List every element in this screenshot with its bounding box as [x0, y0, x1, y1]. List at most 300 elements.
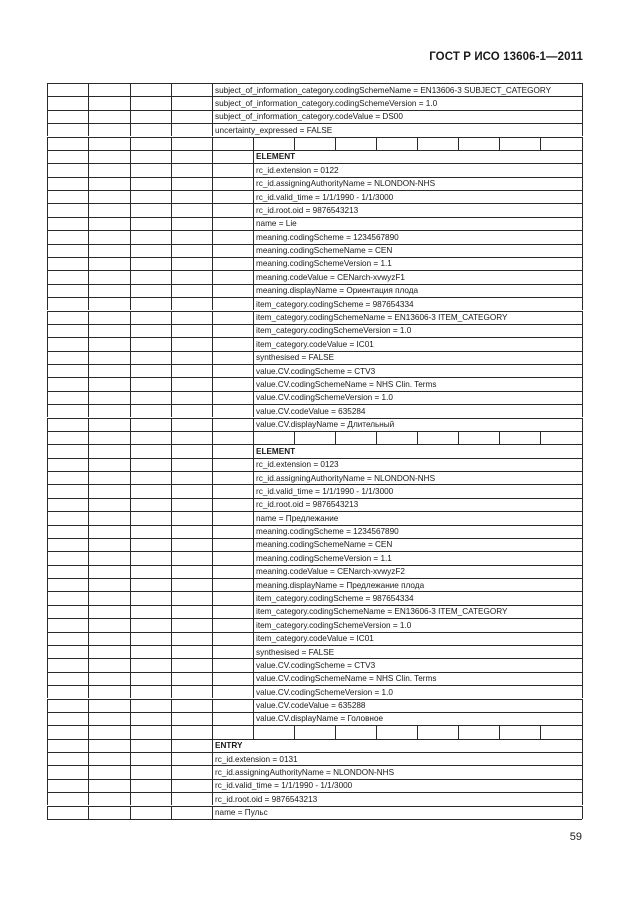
table-column-divider — [212, 484, 213, 497]
table-column-divider — [88, 391, 89, 404]
table-column-divider — [212, 672, 213, 685]
table-column-divider — [212, 217, 213, 230]
table-column-divider — [130, 311, 131, 324]
table-cell-text: rc_id.root.oid = 9876543213 — [256, 205, 359, 215]
table-column-divider — [47, 284, 48, 297]
table-column-divider — [171, 498, 172, 511]
table-column-divider — [212, 444, 213, 457]
table-column-divider — [253, 511, 254, 524]
table-column-divider — [47, 337, 48, 350]
table-column-divider — [47, 150, 48, 163]
table-column-divider — [253, 364, 254, 377]
table-column-divider — [88, 765, 89, 778]
table-column-divider — [47, 525, 48, 538]
table-column-divider — [47, 110, 48, 123]
table-column-divider — [130, 337, 131, 350]
table-column-divider — [130, 484, 131, 497]
table-cell-text: value.CV.codingSchemeVersion = 1.0 — [256, 393, 393, 403]
table-column-divider — [294, 137, 295, 150]
table-cell-text: meaning.codingScheme = 1234567890 — [256, 232, 399, 242]
table-column-divider — [253, 712, 254, 725]
table-column-divider — [130, 270, 131, 283]
table-column-divider — [212, 257, 213, 270]
table-column-divider — [212, 632, 213, 645]
table-column-divider — [130, 324, 131, 337]
table-column-divider — [212, 779, 213, 792]
table-cell-text: value.CV.codingSchemeVersion = 1.0 — [256, 687, 393, 697]
table-cell-text: value.CV.displayName = Длительный — [256, 420, 395, 429]
table-column-divider — [582, 565, 583, 578]
table-column-divider — [253, 150, 254, 163]
table-column-divider — [88, 525, 89, 538]
table-column-divider — [335, 725, 336, 738]
table-column-divider — [582, 377, 583, 390]
table-column-divider — [335, 137, 336, 150]
table-column-divider — [47, 257, 48, 270]
table-column-divider — [294, 725, 295, 738]
table-column-divider — [130, 632, 131, 645]
table-column-divider — [130, 538, 131, 551]
table-cell-text: name = Пульс — [215, 808, 268, 817]
table-column-divider — [47, 632, 48, 645]
table-column-divider — [171, 658, 172, 671]
table-column-divider — [171, 190, 172, 203]
table-column-divider — [47, 190, 48, 203]
table-cell-text: value.CV.codeValue = 635284 — [256, 406, 366, 416]
table-column-divider — [582, 658, 583, 671]
table-row-divider — [47, 431, 582, 432]
table-column-divider — [253, 284, 254, 297]
table-column-divider — [212, 123, 213, 136]
table-cell-text: item_category.codingScheme = 987654334 — [256, 299, 414, 309]
table-column-divider — [88, 96, 89, 109]
table-column-divider — [582, 418, 583, 431]
table-column-divider — [47, 725, 48, 738]
table-column-divider — [171, 137, 172, 150]
table-row-divider — [47, 819, 582, 820]
table-column-divider — [212, 297, 213, 310]
table-column-divider — [253, 578, 254, 591]
table-column-divider — [88, 672, 89, 685]
table-column-divider — [130, 565, 131, 578]
table-column-divider — [88, 725, 89, 738]
table-column-divider — [88, 792, 89, 805]
table-column-divider — [212, 190, 213, 203]
table-column-divider — [88, 257, 89, 270]
table-column-divider — [540, 725, 541, 738]
table-column-divider — [130, 177, 131, 190]
table-cell-text: value.CV.codeValue = 635288 — [256, 701, 366, 710]
table-column-divider — [582, 511, 583, 524]
table-cell-text: subject_of_information_category.codingSchemeName = EN13606-3 SUBJECT_CATEGORY — [215, 85, 552, 95]
table-column-divider — [253, 484, 254, 497]
table-column-divider — [130, 765, 131, 778]
table-column-divider — [130, 391, 131, 404]
table-column-divider — [212, 177, 213, 190]
table-column-divider — [47, 565, 48, 578]
table-column-divider — [212, 418, 213, 431]
table-column-divider — [253, 324, 254, 337]
table-column-divider — [88, 551, 89, 564]
table-column-divider — [212, 658, 213, 671]
table-column-divider — [130, 284, 131, 297]
table-column-divider — [212, 551, 213, 564]
table-row-divider — [47, 739, 582, 740]
table-column-divider — [171, 96, 172, 109]
table-column-divider — [171, 404, 172, 417]
table-column-divider — [212, 591, 213, 604]
table-column-divider — [88, 137, 89, 150]
table-column-divider — [171, 605, 172, 618]
table-cell-text: synthesised = FALSE — [256, 647, 335, 657]
table-cell-text: meaning.codingScheme = 1234567890 — [256, 527, 399, 536]
table-column-divider — [171, 83, 172, 96]
table-column-divider — [499, 431, 500, 444]
table-column-divider — [212, 511, 213, 524]
table-cell-text: item_category.codingSchemeName = EN13606-3 ITEM_CATEGORY — [256, 313, 508, 322]
table-column-divider — [171, 163, 172, 176]
table-column-divider — [253, 311, 254, 324]
table-column-divider — [130, 712, 131, 725]
table-column-divider — [253, 404, 254, 417]
table-column-divider — [582, 123, 583, 136]
table-column-divider — [88, 190, 89, 203]
table-column-divider — [582, 150, 583, 163]
table-cell-text: rc_id.root.oid = 9876543213 — [215, 794, 318, 804]
table-cell-text: meaning.codeValue = CENarch-xvwyzF1 — [256, 272, 405, 282]
document-header: ГОСТ Р ИСО 13606-1—2011 — [429, 51, 583, 63]
table-column-divider — [88, 739, 89, 752]
table-column-divider — [212, 311, 213, 324]
table-column-divider — [582, 672, 583, 685]
table-column-divider — [582, 297, 583, 310]
table-column-divider — [47, 230, 48, 243]
table-column-divider — [212, 244, 213, 257]
table-column-divider — [47, 431, 48, 444]
table-column-divider — [253, 525, 254, 538]
table-column-divider — [130, 739, 131, 752]
table-column-divider — [88, 685, 89, 698]
table-column-divider — [253, 498, 254, 511]
table-column-divider — [582, 177, 583, 190]
table-column-divider — [253, 685, 254, 698]
table-column-divider — [47, 591, 48, 604]
table-column-divider — [212, 337, 213, 350]
table-column-divider — [253, 351, 254, 364]
table-column-divider — [88, 297, 89, 310]
table-column-divider — [253, 270, 254, 283]
table-column-divider — [212, 792, 213, 805]
table-column-divider — [253, 444, 254, 457]
table-cell-text: rc_id.valid_time = 1/1/1990 - 1/1/3000 — [215, 781, 353, 791]
table-column-divider — [47, 404, 48, 417]
table-column-divider — [582, 725, 583, 738]
table-column-divider — [88, 311, 89, 324]
table-column-divider — [88, 377, 89, 390]
table-column-divider — [88, 364, 89, 377]
table-column-divider — [171, 364, 172, 377]
table-column-divider — [212, 765, 213, 778]
table-column-divider — [253, 203, 254, 216]
table-column-divider — [130, 203, 131, 216]
table-column-divider — [253, 551, 254, 564]
table-cell-text: ENTRY — [215, 741, 243, 751]
table-column-divider — [88, 150, 89, 163]
table-column-divider — [171, 645, 172, 658]
table-column-divider — [253, 217, 254, 230]
table-column-divider — [88, 498, 89, 511]
table-column-divider — [88, 605, 89, 618]
table-column-divider — [212, 351, 213, 364]
table-column-divider — [212, 525, 213, 538]
table-column-divider — [582, 739, 583, 752]
table-column-divider — [130, 618, 131, 631]
table-column-divider — [253, 618, 254, 631]
table-column-divider — [171, 458, 172, 471]
table-column-divider — [88, 217, 89, 230]
table-column-divider — [47, 739, 48, 752]
table-column-divider — [171, 525, 172, 538]
page-number: 59 — [569, 831, 582, 843]
table-column-divider — [253, 458, 254, 471]
table-column-divider — [212, 752, 213, 765]
table-column-divider — [212, 645, 213, 658]
table-row-divider — [47, 752, 582, 753]
table-cell-text: rc_id.assigningAuthorityName = NLONDON-NHS — [256, 473, 436, 483]
table-column-divider — [582, 458, 583, 471]
table-column-divider — [582, 364, 583, 377]
table-column-divider — [458, 725, 459, 738]
table-cell-text: item_category.codeValue = IC01 — [256, 339, 374, 349]
table-cell-text: meaning.displayName = Предлежание плода — [256, 580, 425, 590]
table-column-divider — [130, 404, 131, 417]
table-column-divider — [253, 230, 254, 243]
table-column-divider — [253, 431, 254, 444]
table-column-divider — [130, 699, 131, 712]
table-cell-text: subject_of_information_category.codeValue = DS00 — [215, 112, 403, 122]
table-column-divider — [88, 471, 89, 484]
table-column-divider — [335, 431, 336, 444]
table-column-divider — [582, 110, 583, 123]
table-column-divider — [376, 725, 377, 738]
table-column-divider — [130, 672, 131, 685]
table-column-divider — [130, 444, 131, 457]
table-column-divider — [47, 779, 48, 792]
table-column-divider — [582, 498, 583, 511]
table-column-divider — [212, 712, 213, 725]
table-column-divider — [47, 484, 48, 497]
table-column-divider — [47, 792, 48, 805]
table-cell-text: value.CV.codingSchemeName = NHS Clin. Terms — [256, 674, 437, 684]
table-column-divider — [253, 605, 254, 618]
table-column-divider — [212, 230, 213, 243]
table-column-divider — [212, 498, 213, 511]
table-column-divider — [47, 297, 48, 310]
table-column-divider — [130, 163, 131, 176]
table-column-divider — [88, 779, 89, 792]
table-column-divider — [130, 685, 131, 698]
table-column-divider — [47, 605, 48, 618]
table-column-divider — [171, 311, 172, 324]
table-cell-text: meaning.codeValue = CENarch-xvwyzF2 — [256, 567, 405, 577]
table-column-divider — [47, 311, 48, 324]
table-cell-text: meaning.codingSchemeVersion = 1.1 — [256, 553, 392, 563]
table-column-divider — [212, 605, 213, 618]
table-cell-text: rc_id.assigningAuthorityName = NLONDON-NHS — [256, 179, 436, 189]
table-column-divider — [212, 364, 213, 377]
table-column-divider — [582, 525, 583, 538]
table-column-divider — [88, 618, 89, 631]
table-column-divider — [171, 337, 172, 350]
table-column-divider — [88, 578, 89, 591]
table-column-divider — [47, 177, 48, 190]
table-cell-text: meaning.displayName = Ориентация плода — [256, 286, 419, 296]
table-column-divider — [88, 458, 89, 471]
table-row-divider — [47, 137, 582, 138]
table-column-divider — [171, 538, 172, 551]
table-column-divider — [294, 431, 295, 444]
table-column-divider — [212, 270, 213, 283]
table-column-divider — [130, 297, 131, 310]
table-column-divider — [212, 458, 213, 471]
table-column-divider — [171, 418, 172, 431]
table-column-divider — [171, 377, 172, 390]
table-column-divider — [499, 725, 500, 738]
table-column-divider — [130, 351, 131, 364]
table-column-divider — [582, 284, 583, 297]
table-column-divider — [171, 284, 172, 297]
table-column-divider — [212, 391, 213, 404]
table-column-divider — [171, 351, 172, 364]
table-column-divider — [253, 672, 254, 685]
table-column-divider — [88, 83, 89, 96]
table-column-divider — [47, 498, 48, 511]
table-column-divider — [171, 739, 172, 752]
table-column-divider — [88, 565, 89, 578]
table-column-divider — [171, 806, 172, 819]
table-column-divider — [88, 431, 89, 444]
table-column-divider — [253, 297, 254, 310]
table-column-divider — [171, 270, 172, 283]
table-column-divider — [130, 658, 131, 671]
table-column-divider — [253, 725, 254, 738]
table-column-divider — [88, 699, 89, 712]
table-row-divider — [47, 217, 582, 218]
table-column-divider — [253, 244, 254, 257]
table-row-divider — [47, 806, 582, 807]
table-column-divider — [171, 565, 172, 578]
table-column-divider — [88, 591, 89, 604]
table-column-divider — [582, 244, 583, 257]
table-column-divider — [212, 377, 213, 390]
table-column-divider — [253, 418, 254, 431]
table-column-divider — [171, 257, 172, 270]
table-column-divider — [171, 511, 172, 524]
table-column-divider — [130, 150, 131, 163]
table-column-divider — [458, 431, 459, 444]
table-column-divider — [171, 431, 172, 444]
table-cell-text: rc_id.root.oid = 9876543213 — [256, 500, 359, 510]
table-column-divider — [582, 591, 583, 604]
table-column-divider — [130, 364, 131, 377]
table-column-divider — [47, 471, 48, 484]
table-column-divider — [253, 190, 254, 203]
table-column-divider — [253, 377, 254, 390]
table-column-divider — [47, 658, 48, 671]
table-column-divider — [212, 96, 213, 109]
table-column-divider — [171, 123, 172, 136]
table-column-divider — [130, 578, 131, 591]
table-column-divider — [171, 150, 172, 163]
table-column-divider — [253, 632, 254, 645]
table-column-divider — [171, 244, 172, 257]
table-column-divider — [47, 444, 48, 457]
table-column-divider — [582, 752, 583, 765]
table-column-divider — [171, 779, 172, 792]
table-column-divider — [47, 270, 48, 283]
table-column-divider — [171, 217, 172, 230]
table-column-divider — [212, 725, 213, 738]
table-column-divider — [253, 658, 254, 671]
table-column-divider — [130, 377, 131, 390]
table-column-divider — [171, 685, 172, 698]
table-column-divider — [88, 511, 89, 524]
table-column-divider — [212, 83, 213, 96]
table-column-divider — [47, 96, 48, 109]
table-column-divider — [88, 230, 89, 243]
table-column-divider — [88, 177, 89, 190]
table-column-divider — [88, 337, 89, 350]
table-column-divider — [582, 96, 583, 109]
table-column-divider — [212, 150, 213, 163]
table-column-divider — [540, 431, 541, 444]
table-column-divider — [582, 337, 583, 350]
table-column-divider — [582, 551, 583, 564]
table-column-divider — [130, 551, 131, 564]
table-cell-text: item_category.codingSchemeVersion = 1.0 — [256, 326, 412, 336]
table-cell-text: name = Предлежание — [256, 513, 339, 523]
table-column-divider — [130, 591, 131, 604]
table-column-divider — [130, 725, 131, 738]
table-column-divider — [212, 578, 213, 591]
table-column-divider — [582, 471, 583, 484]
table-column-divider — [171, 444, 172, 457]
table-cell-text: rc_id.extension = 0123 — [256, 460, 339, 470]
table-column-divider — [130, 257, 131, 270]
table-column-divider — [171, 578, 172, 591]
table-column-divider — [88, 244, 89, 257]
table-column-divider — [212, 203, 213, 216]
table-cell-text: subject_of_information_category.codingSchemeVersion = 1.0 — [215, 98, 438, 108]
table-column-divider — [212, 565, 213, 578]
table-cell-text: name = Lie — [256, 219, 297, 229]
table-column-divider — [458, 137, 459, 150]
table-column-divider — [417, 725, 418, 738]
table-column-divider — [212, 404, 213, 417]
table-column-divider — [212, 618, 213, 631]
table-cell-text: item_category.codeValue = IC01 — [256, 634, 374, 644]
table-column-divider — [582, 618, 583, 631]
table-column-divider — [171, 551, 172, 564]
table-cell-text: rc_id.extension = 0122 — [256, 165, 339, 175]
table-column-divider — [130, 244, 131, 257]
table-column-divider — [171, 752, 172, 765]
table-column-divider — [47, 511, 48, 524]
table-cell-text: ELEMENT — [256, 446, 296, 456]
table-column-divider — [88, 484, 89, 497]
table-cell-text: value.CV.codingScheme = CTV3 — [256, 366, 376, 376]
table-cell-text: item_category.codingSchemeVersion = 1.0 — [256, 620, 412, 630]
